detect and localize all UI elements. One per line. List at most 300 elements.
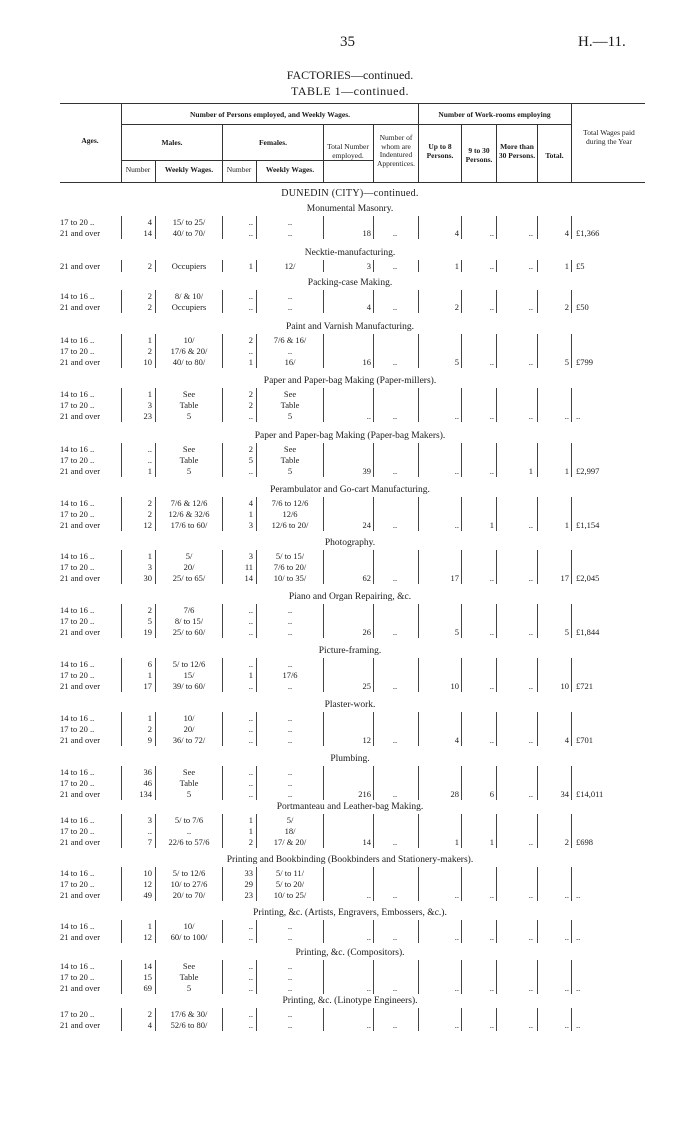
cell-fw: .. [287, 961, 293, 971]
cell-fw: 5/ to 11/ [275, 868, 305, 878]
cell-age: 17 to 20 .. [60, 616, 95, 626]
cell-mw: See [182, 767, 196, 777]
cell-mw: 17/6 & 30/ [170, 1009, 208, 1019]
column-rule [373, 867, 374, 901]
column-rule [461, 960, 462, 994]
column-rule [571, 960, 572, 994]
cell-wt: 5 [564, 357, 569, 367]
cell-age: 21 and over [60, 411, 101, 421]
cell-fn: .. [248, 921, 253, 931]
column-rule [571, 1008, 572, 1031]
table-row [0, 562, 700, 572]
cell-age: 21 and over [60, 573, 101, 583]
column-rule [418, 497, 419, 531]
cell-mn: 14 [143, 961, 152, 971]
cell-fn: .. [248, 983, 253, 993]
table-row [0, 983, 700, 993]
cell-fn: .. [248, 735, 253, 745]
column-rule [496, 766, 497, 800]
column-rule [461, 388, 462, 422]
cell-mw: 22/6 to 57/6 [168, 837, 210, 847]
column-rule [155, 388, 156, 422]
table-row [0, 932, 700, 942]
cell-fn: 1 [248, 815, 253, 825]
cell-tot: .. [366, 890, 371, 900]
table-row [0, 444, 700, 454]
cell-mw: 36/ to 72/ [172, 735, 206, 745]
cell-mn: 12 [143, 520, 152, 530]
cell-n30: 6 [489, 789, 494, 799]
column-rule [496, 1008, 497, 1031]
cell-age: 14 to 16 .. [60, 659, 95, 669]
cell-age: 14 to 16 .. [60, 713, 95, 723]
cell-fw: 12/ [284, 261, 296, 271]
column-rule [323, 550, 324, 584]
column-rule [571, 443, 572, 477]
cell-mw: Table [179, 455, 199, 465]
cell-wages: £1,366 [576, 228, 600, 238]
column-rule [496, 443, 497, 477]
column-rule [373, 334, 374, 368]
col-up-to-8: Up to 8 Persons. [426, 142, 454, 160]
cell-mn: 10 [143, 868, 152, 878]
column-rule [537, 814, 538, 848]
cell-mw: 17/6 & 20/ [170, 346, 208, 356]
cell-mw: 10/ [183, 713, 195, 723]
column-rule [256, 814, 257, 848]
cell-wt: .. [564, 411, 569, 421]
cell-age: 17 to 20 .. [60, 346, 95, 356]
cell-m30: .. [528, 627, 533, 637]
column-rule [155, 290, 156, 313]
cell-age: 14 to 16 .. [60, 921, 95, 931]
section-heading: Paint and Varnish Manufacturing. [285, 322, 415, 332]
cell-fn: 1 [248, 357, 253, 367]
cell-fn: .. [248, 789, 253, 799]
cell-age: 21 and over [60, 627, 101, 637]
column-rule [323, 290, 324, 313]
cell-mn: 17 [143, 681, 152, 691]
cell-m30: .. [528, 228, 533, 238]
column-rule [222, 290, 223, 313]
cell-u8: .. [454, 1020, 459, 1030]
cell-mn: 10 [143, 357, 152, 367]
cell-fn: .. [248, 411, 253, 421]
column-rule [496, 658, 497, 692]
section-heading: Printing, &c. (Linotype Engineers). [282, 996, 418, 1006]
cell-age: 17 to 20 .. [60, 455, 95, 465]
column-rule [496, 260, 497, 272]
cell-fw: 18/ [284, 826, 296, 836]
cell-fw: 17/ & 20/ [273, 837, 307, 847]
table-row [0, 498, 700, 508]
cell-app: .. [392, 627, 398, 637]
column-rule [461, 920, 462, 943]
column-rule [121, 766, 122, 800]
cell-fn: 3 [248, 520, 253, 530]
table-row [0, 713, 700, 723]
cell-fn: 14 [244, 573, 253, 583]
cell-mw: 5 [186, 411, 192, 421]
cell-wt: .. [564, 983, 569, 993]
cell-fw: .. [287, 724, 293, 734]
table-row [0, 509, 700, 519]
cell-wages: .. [576, 1020, 581, 1030]
column-rule [121, 658, 122, 692]
cell-mn: 2 [147, 291, 152, 301]
table-row [0, 735, 700, 745]
cell-age: 17 to 20 .. [60, 217, 95, 227]
cell-app: .. [392, 932, 398, 942]
cell-n30: .. [489, 261, 494, 271]
cell-age: 21 and over [60, 228, 101, 238]
cell-u8: 28 [450, 789, 459, 799]
cell-mn: 15 [143, 972, 152, 982]
table-row [0, 670, 700, 680]
cell-fn: .. [248, 681, 253, 691]
column-rule [121, 1008, 122, 1031]
cell-mn: 30 [143, 573, 152, 583]
table-row [0, 400, 700, 410]
cell-fw: 7/6 & 16/ [273, 335, 307, 345]
column-rule [155, 497, 156, 531]
cell-fw: 17/6 [282, 670, 298, 680]
cell-mn: 1 [147, 389, 152, 399]
column-rule [461, 260, 462, 272]
cell-u8: .. [454, 932, 459, 942]
cell-fw: .. [287, 681, 293, 691]
column-rule [418, 1008, 419, 1031]
table-row [0, 455, 700, 465]
cell-mw: 15/ [183, 670, 195, 680]
page-reference: H.—11. [578, 34, 626, 50]
column-rule [496, 290, 497, 313]
section-heading: Plaster-work. [324, 700, 376, 710]
cell-mw: 12/6 & 32/6 [168, 509, 210, 519]
cell-tot: 4 [366, 302, 371, 312]
cell-n30: .. [489, 890, 494, 900]
column-rule [496, 388, 497, 422]
cell-wt: .. [564, 890, 569, 900]
cell-fw: .. [287, 291, 293, 301]
column-rule [373, 766, 374, 800]
section-heading: Perambulator and Go-cart Manufacturing. [270, 485, 430, 495]
table-row [0, 627, 700, 637]
cell-wt: 1 [564, 466, 569, 476]
column-rule [121, 604, 122, 638]
cell-wages: £5 [576, 261, 585, 271]
column-rule [256, 712, 257, 746]
column-rule [155, 260, 156, 272]
cell-wt: 17 [560, 573, 569, 583]
column-rule [373, 960, 374, 994]
cell-u8: 4 [454, 228, 459, 238]
cell-n30: .. [489, 627, 494, 637]
column-rule [256, 960, 257, 994]
cell-fw: .. [287, 789, 293, 799]
cell-mn: 2 [147, 498, 152, 508]
section-heading: Piano and Organ Repairing, &c. [288, 592, 412, 602]
cell-wages: £799 [576, 357, 593, 367]
column-rule [571, 712, 572, 746]
cell-m30: .. [528, 789, 533, 799]
cell-fn: 1 [248, 509, 253, 519]
cell-mn: 36 [143, 767, 152, 777]
cell-fn: 1 [248, 670, 253, 680]
column-rule [537, 920, 538, 943]
cell-age: 17 to 20 .. [60, 562, 95, 572]
column-rule [461, 443, 462, 477]
cell-mw: See [182, 961, 196, 971]
cell-fn: .. [248, 346, 253, 356]
cell-app: .. [392, 466, 398, 476]
column-rule [323, 1008, 324, 1031]
cell-fn: .. [248, 466, 253, 476]
cell-fn: 1 [248, 261, 253, 271]
cell-mn: .. [147, 826, 152, 836]
cell-fw: .. [287, 659, 293, 669]
cell-fw: 5 [287, 411, 293, 421]
column-rule [155, 867, 156, 901]
section-heading: Monumental Masonry. [306, 204, 394, 214]
column-rule [256, 443, 257, 477]
cell-age: 17 to 20 .. [60, 1009, 95, 1019]
cell-m30: .. [528, 837, 533, 847]
cell-mn: 1 [147, 335, 152, 345]
column-rule [121, 443, 122, 477]
cell-app: .. [392, 357, 398, 367]
cell-fn: .. [248, 713, 253, 723]
cell-age: 17 to 20 .. [60, 724, 95, 734]
cell-mw: 20/ [183, 562, 195, 572]
column-rule [373, 814, 374, 848]
col-total: Total. [545, 151, 564, 160]
column-rule [222, 960, 223, 994]
column-rule [256, 766, 257, 800]
column-rule [418, 443, 419, 477]
column-rule [222, 1008, 223, 1031]
column-rule [373, 550, 374, 584]
cell-mn: .. [147, 455, 152, 465]
col-females: Females. [258, 138, 288, 147]
cell-m30: .. [528, 520, 533, 530]
cell-wages: £14,011 [576, 789, 604, 799]
cell-fw: 5/ to 20/ [275, 879, 305, 889]
table-row [0, 921, 700, 931]
cell-age: 21 and over [60, 681, 101, 691]
cell-mw: Table [179, 400, 199, 410]
section-heading: Packing-case Making. [307, 278, 393, 288]
cell-age: 17 to 20 .. [60, 879, 95, 889]
column-rule [496, 550, 497, 584]
cell-m30: .. [528, 573, 533, 583]
cell-fw: 7/6 to 20/ [273, 562, 307, 572]
cell-age: 14 to 16 .. [60, 767, 95, 777]
cell-fn: .. [248, 228, 253, 238]
table-row [0, 837, 700, 847]
cell-app: .. [392, 735, 398, 745]
cell-fw: .. [287, 983, 293, 993]
column-rule [461, 712, 462, 746]
column-rule [121, 260, 122, 272]
cell-fn: .. [248, 932, 253, 942]
table-row [0, 972, 700, 982]
column-rule [571, 766, 572, 800]
column-rule [537, 290, 538, 313]
cell-mw: 8/ & 10/ [174, 291, 204, 301]
table-row [0, 868, 700, 878]
cell-app: .. [392, 890, 398, 900]
column-rule [256, 216, 257, 239]
column-rule [256, 658, 257, 692]
table-row [0, 659, 700, 669]
cell-u8: .. [454, 466, 459, 476]
col-male-wages: Weekly Wages. [164, 165, 214, 174]
column-rule [222, 550, 223, 584]
cell-m30: .. [528, 1020, 533, 1030]
cell-age: 14 to 16 .. [60, 815, 95, 825]
cell-age: 14 to 16 .. [60, 498, 95, 508]
cell-fw: Table [280, 455, 300, 465]
column-rule [373, 920, 374, 943]
cell-mw: 15/ to 25/ [172, 217, 206, 227]
cell-mw: 20/ [183, 724, 195, 734]
column-rule [571, 497, 572, 531]
column-rule [461, 658, 462, 692]
table-row [0, 466, 700, 476]
column-rule [222, 604, 223, 638]
cell-tot: .. [366, 411, 371, 421]
column-rule [256, 260, 257, 272]
cell-n30: .. [489, 411, 494, 421]
column-rule [222, 443, 223, 477]
cell-fn: 2 [248, 444, 253, 454]
cell-fn: 33 [244, 868, 253, 878]
table-row [0, 335, 700, 345]
cell-mw: 5 [186, 466, 192, 476]
cell-fn: .. [248, 972, 253, 982]
table-row [0, 228, 700, 238]
cell-fw: .. [287, 302, 293, 312]
column-rule [496, 334, 497, 368]
cell-wt: .. [564, 932, 569, 942]
cell-mn: 2 [147, 509, 152, 519]
cell-tot: 18 [362, 228, 371, 238]
cell-mn: 49 [143, 890, 152, 900]
table-row [0, 357, 700, 367]
cell-wt: 2 [564, 302, 569, 312]
cell-mw: See [182, 444, 196, 454]
cell-age: 21 and over [60, 789, 101, 799]
column-rule [222, 814, 223, 848]
cell-fw: .. [287, 778, 293, 788]
cell-app: .. [392, 261, 398, 271]
col-ages: Ages. [81, 136, 99, 145]
table-row [0, 789, 700, 799]
cell-wages: £701 [576, 735, 593, 745]
cell-mw: See [182, 389, 196, 399]
column-rule [373, 290, 374, 313]
cell-mn: .. [147, 444, 152, 454]
cell-app: .. [392, 411, 398, 421]
cell-mn: 3 [147, 562, 152, 572]
cell-age: 21 and over [60, 261, 101, 271]
cell-fn: .. [248, 627, 253, 637]
cell-m30: 1 [528, 466, 533, 476]
table-row [0, 217, 700, 227]
cell-fw: .. [287, 972, 293, 982]
cell-fw: .. [287, 616, 293, 626]
cell-wt: 34 [560, 789, 569, 799]
cell-tot: 24 [362, 520, 371, 530]
cell-age: 21 and over [60, 837, 101, 847]
col-total-wages: Total Wages paid during the Year [583, 128, 635, 146]
cell-n30: .. [489, 573, 494, 583]
col-male-number: Number [125, 165, 151, 174]
column-rule [373, 1008, 374, 1031]
table-row [0, 261, 700, 271]
cell-mn: 134 [139, 789, 152, 799]
cell-mn: 19 [143, 627, 152, 637]
table-row [0, 815, 700, 825]
cell-app: .. [392, 520, 398, 530]
column-rule [373, 604, 374, 638]
cell-mn: 23 [143, 411, 152, 421]
cell-wt: 4 [564, 735, 569, 745]
section-heading: Printing and Bookbinding (Bookbinders and Stationery-makers). [226, 855, 474, 865]
cell-app: .. [392, 789, 398, 799]
cell-fw: .. [287, 217, 293, 227]
table-row [0, 551, 700, 561]
cell-age: 17 to 20 .. [60, 670, 95, 680]
cell-age: 14 to 16 .. [60, 551, 95, 561]
table-row [0, 411, 700, 421]
column-rule [323, 766, 324, 800]
cell-fw: 16/ [284, 357, 296, 367]
cell-mw: 8/ to 15/ [174, 616, 204, 626]
column-rule [537, 960, 538, 994]
cell-mw: .. [186, 826, 192, 836]
cell-mw: 5 [186, 789, 192, 799]
column-rule [373, 388, 374, 422]
column-rule [256, 334, 257, 368]
cell-fw: .. [287, 1009, 293, 1019]
column-rule [222, 712, 223, 746]
section-heading: Necktie-manufacturing. [304, 248, 396, 258]
cell-fn: .. [248, 1020, 253, 1030]
cell-mn: 69 [143, 983, 152, 993]
cell-u8: .. [454, 411, 459, 421]
cell-mn: 7 [147, 837, 152, 847]
cell-mn: 9 [147, 735, 152, 745]
column-rule [323, 814, 324, 848]
cell-fw: .. [287, 921, 293, 931]
section-heading: Photography. [324, 538, 376, 548]
column-rule [418, 216, 419, 239]
cell-fn: .. [248, 291, 253, 301]
cell-tot: .. [366, 1020, 371, 1030]
cell-fn: 5 [248, 455, 253, 465]
cell-n30: .. [489, 228, 494, 238]
column-rule [323, 604, 324, 638]
cell-mn: 2 [147, 605, 152, 615]
cell-mn: 12 [143, 932, 152, 942]
cell-mw: 17/6 to 60/ [170, 520, 208, 530]
column-rule [571, 550, 572, 584]
cell-fw: .. [287, 346, 293, 356]
column-rule [323, 443, 324, 477]
table-row [0, 724, 700, 734]
